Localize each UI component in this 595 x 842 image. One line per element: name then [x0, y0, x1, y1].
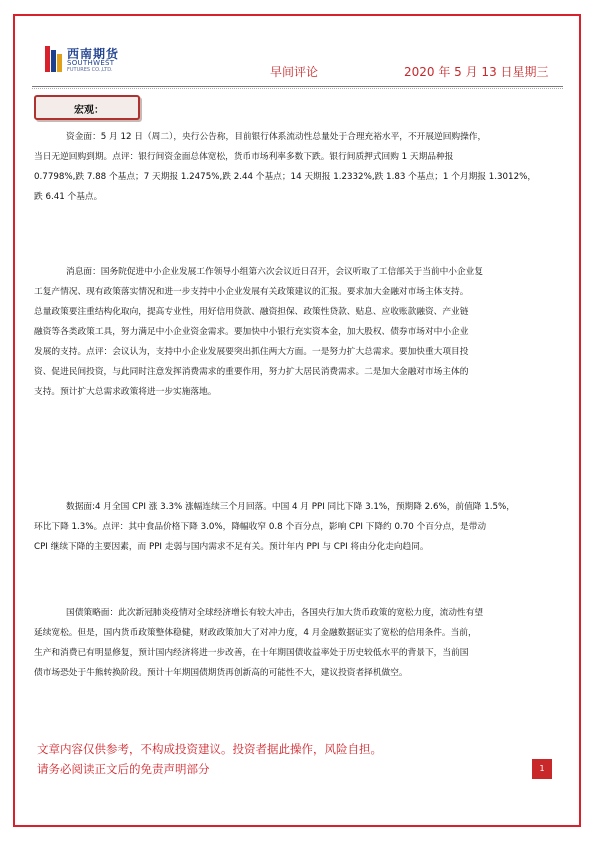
report-date: 2020 年 5 月 13 日星期三 [404, 65, 549, 79]
disclaimer-notice: 请务必阅读正文后的免责声明部分 [37, 762, 210, 776]
paragraph-line: CPI 继续下降的主要因素，而 PPI 走弱与国内需求不足有关。预计年内 PPI 与 CPI 将由分化走向趋同。 [34, 542, 429, 552]
section-tag [34, 95, 140, 120]
paragraph-line: 消息面：国务院促进中小企业发展工作领导小组第六次会议近日召开，会议听取了工信部关于当前中小企业复 [66, 267, 483, 277]
paragraph-line: 总量政策要注重结构化取向，提高专业性，用好信用贷款、融资担保、政策性贷款、贴息、应收账款融资、产业链 [34, 307, 469, 317]
paragraph-line: 资金面：5 月 12 日（周二），央行公告称，目前银行体系流动性总量处于合理充裕水平，不开展逆回购操作， [66, 132, 487, 142]
paragraph-line: 融资等各类政策工具，努力满足中小企业资金需求。要加快中小银行充实资本金，加大股权、债券市场对中小企业 [34, 327, 469, 337]
paragraph-line: 环比下降 1.3%。点评：其中食品价格下降 3.0%，降幅收窄 0.8 个百分点，影响 CPI 下降约 0.70 个百分点，是带动 [34, 522, 487, 532]
company-logo [43, 44, 125, 76]
paragraph-line: 当日无逆回购到期。点评：银行间资金面总体宽松，货币市场利率多数下跌。银行间质押式回购 1 天期品种报 [34, 152, 454, 162]
paragraph-line: 工复产情况、现有政策落实情况和进一步支持中小企业发展有关政策建议的汇报。要求加大金融对市场主体支持。 [34, 287, 469, 297]
paragraph-line: 资、促进民间投资，与此同时注意发挥消费需求的重要作用，努力扩大居民消费需求。二是加大金融对市场主体的 [34, 367, 469, 377]
paragraph-line: 生产和消费已有明显修复，预计国内经济将进一步改善，在十年期国债收益率处于历史较低水平的背景下，当前国 [34, 648, 469, 658]
header-divider-dotted [32, 88, 563, 89]
paragraph-line: 延续宽松。但是，国内货币政策整体稳健，财政政策加大了对冲力度，4 月金融数据证实了宽松的信用条件。当前， [34, 628, 477, 638]
paragraph-funding [34, 127, 560, 207]
paragraph-line: 发展的支持。点评：会议认为，支持中小企业发展要突出抓住两大方面。一是努力扩大总需求。要加快重大项目投 [34, 347, 469, 357]
logo-text-cn: 西南期货 [67, 47, 120, 61]
paragraph-line: 支持。预计扩大总需求政策将进一步实施落地。 [34, 387, 217, 397]
header-divider [32, 86, 563, 87]
paragraph-line: 跌 6.41 个基点。 [34, 192, 103, 202]
page-number: 1 [532, 759, 552, 779]
paragraph-line: 债市场恐处于牛熊转换阶段。预计十年期国债期货再创新高的可能性不大，建议投资者择机做空。 [34, 668, 408, 678]
paragraph-line: 数据面:4 月全国 CPI 涨 3.3% 涨幅连续三个月回落。中国 4 月 PPI 同比下降 3.1%，预期降 2.6%，前值降 1.5%， [66, 502, 515, 512]
logo-text-en-sub: FUTURES CO.,LTD. [67, 67, 113, 73]
paragraph-bond-strategy [34, 603, 560, 683]
logo-text-en: SOUTHWEST [67, 59, 115, 67]
paragraph-data [34, 497, 560, 557]
paragraph-line: 国债策略面：此次新冠肺炎疫情对全球经济增长有较大冲击，各国央行加大货币政策的宽松力度，流动性有望 [66, 608, 483, 618]
paragraph-line: 0.7798%,跌 7.88 个基点；7 天期报 1.2475%,跌 2.44 个基点；14 天期报 1.2332%,跌 1.83 个基点；1 个月期报 1.3012%， [34, 172, 537, 182]
report-title: 早间评论 [270, 65, 319, 79]
logo-mark-icon [43, 44, 65, 74]
disclaimer-line: 文章内容仅供参考，不构成投资建议。投资者据此操作，风险自担。 [37, 742, 382, 756]
section-tag-label: 宏观： [74, 105, 104, 116]
paragraph-news [34, 262, 560, 402]
